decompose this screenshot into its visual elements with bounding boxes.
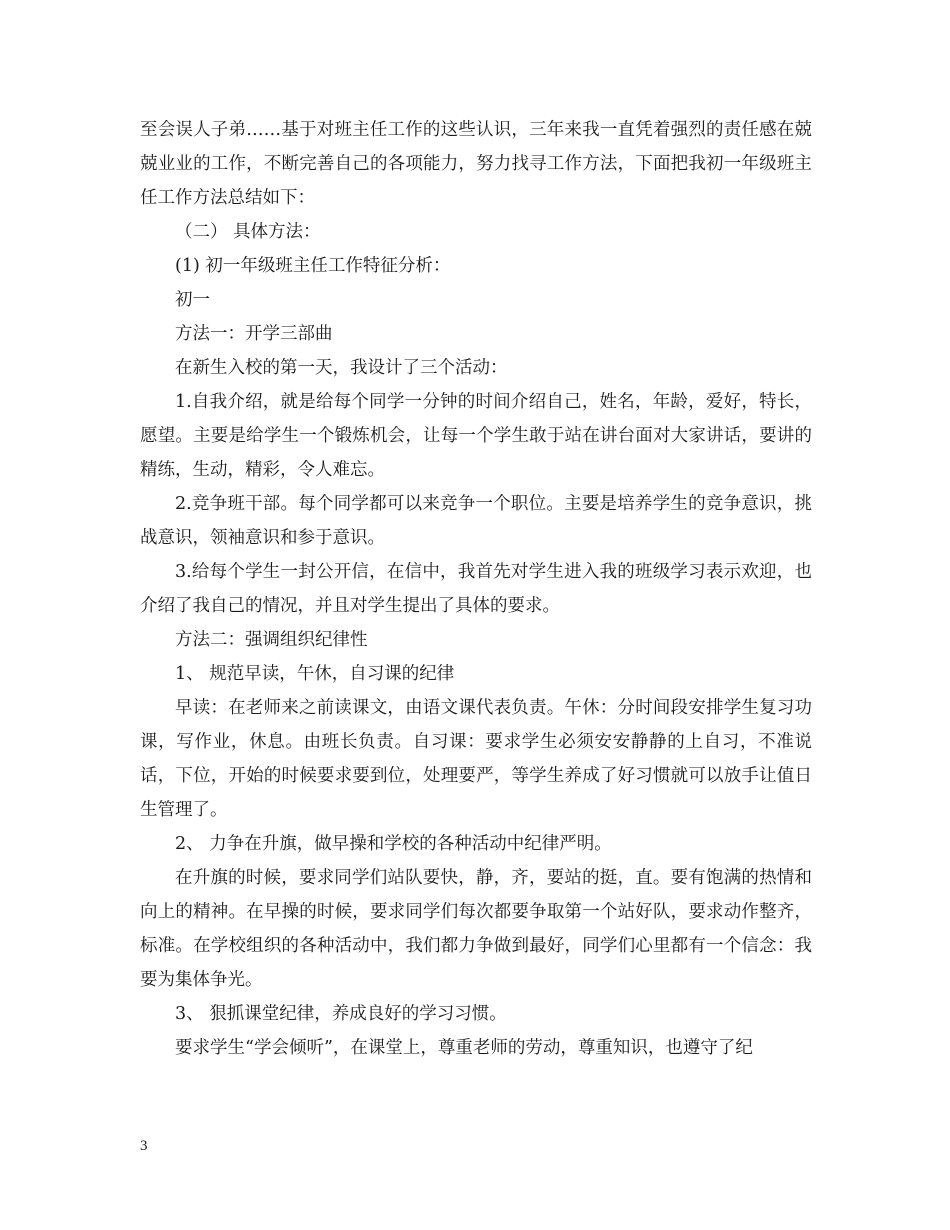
paragraph: 在升旗的时候，要求同学们站队要快，静，齐，要站的挺，直。要有饱满的热情和向上的精神。在早操的时候，要求同学们每次都要争取第一个站好队，要求动作整齐，标准。在学校组织的各种活动中，我们都力争做到最好，同学们心里都有一个信念：我要为集体争光。 xyxy=(140,868,812,990)
paragraph: 3.给每个学生一封公开信，在信中，我首先对学生进入我的班级学习表示欢迎，也介绍了我自己的情况，并且对学生提出了具体的要求。 xyxy=(140,562,812,616)
paragraph: （二） 具体方法： xyxy=(175,222,321,242)
page-number: 3 xyxy=(140,1138,148,1154)
paragraph: (1) 初一年级班主任工作特征分析： xyxy=(175,256,451,276)
paragraph: 要求学生“学会倾听”，在课堂上，尊重老师的劳动，尊重知识，也遵守了纪 xyxy=(175,1038,753,1058)
paragraph: 初一 xyxy=(175,290,210,310)
paragraph: 至会误人子弟……基于对班主任工作的这些认识，三年来我一直凭着强烈的责任感在兢兢业业的工作，不断完善自己的各项能力，努力找寻工作方法，下面把我初一年级班主任工作方法总结如下： xyxy=(140,120,812,208)
paragraph: 3、 狠抓课堂纪律，养成良好的学习习惯。 xyxy=(175,1004,507,1024)
paragraph: 2.竞争班干部。每个同学都可以来竞争一个职位。主要是培养学生的竞争意识，挑战意识，领袖意识和参于意识。 xyxy=(140,494,812,548)
paragraph: 2、 力争在升旗，做早操和学校的各种活动中纪律严明。 xyxy=(175,834,612,854)
paragraph: 方法一：开学三部曲 xyxy=(175,324,333,344)
paragraph: 方法二：强调组织纪律性 xyxy=(175,630,368,650)
paragraph: 1、 规范早读，午休，自习课的纪律 xyxy=(175,664,455,684)
paragraph: 在新生入校的第一天，我设计了三个活动： xyxy=(175,358,508,378)
paragraph: 1.自我介绍，就是给每个同学一分钟的时间介绍自己，姓名，年龄，爱好，特长，愿望。主要是给学生一个锻炼机会，让每一个学生敢于站在讲台面对大家讲话，要讲的精练，生动，精彩，令人难忘。 xyxy=(140,392,812,480)
document-body xyxy=(140,113,812,1065)
paragraph: 早读：在老师来之前读课文，由语文课代表负责。午休：分时间段安排学生复习功课，写作业，休息。由班长负责。自习课：要求学生必须安安静静的上自习，不准说话，下位，开始的时候要求要到位，处理要严，等学生养成了好习惯就可以放手让值日生管理了。 xyxy=(140,698,812,820)
